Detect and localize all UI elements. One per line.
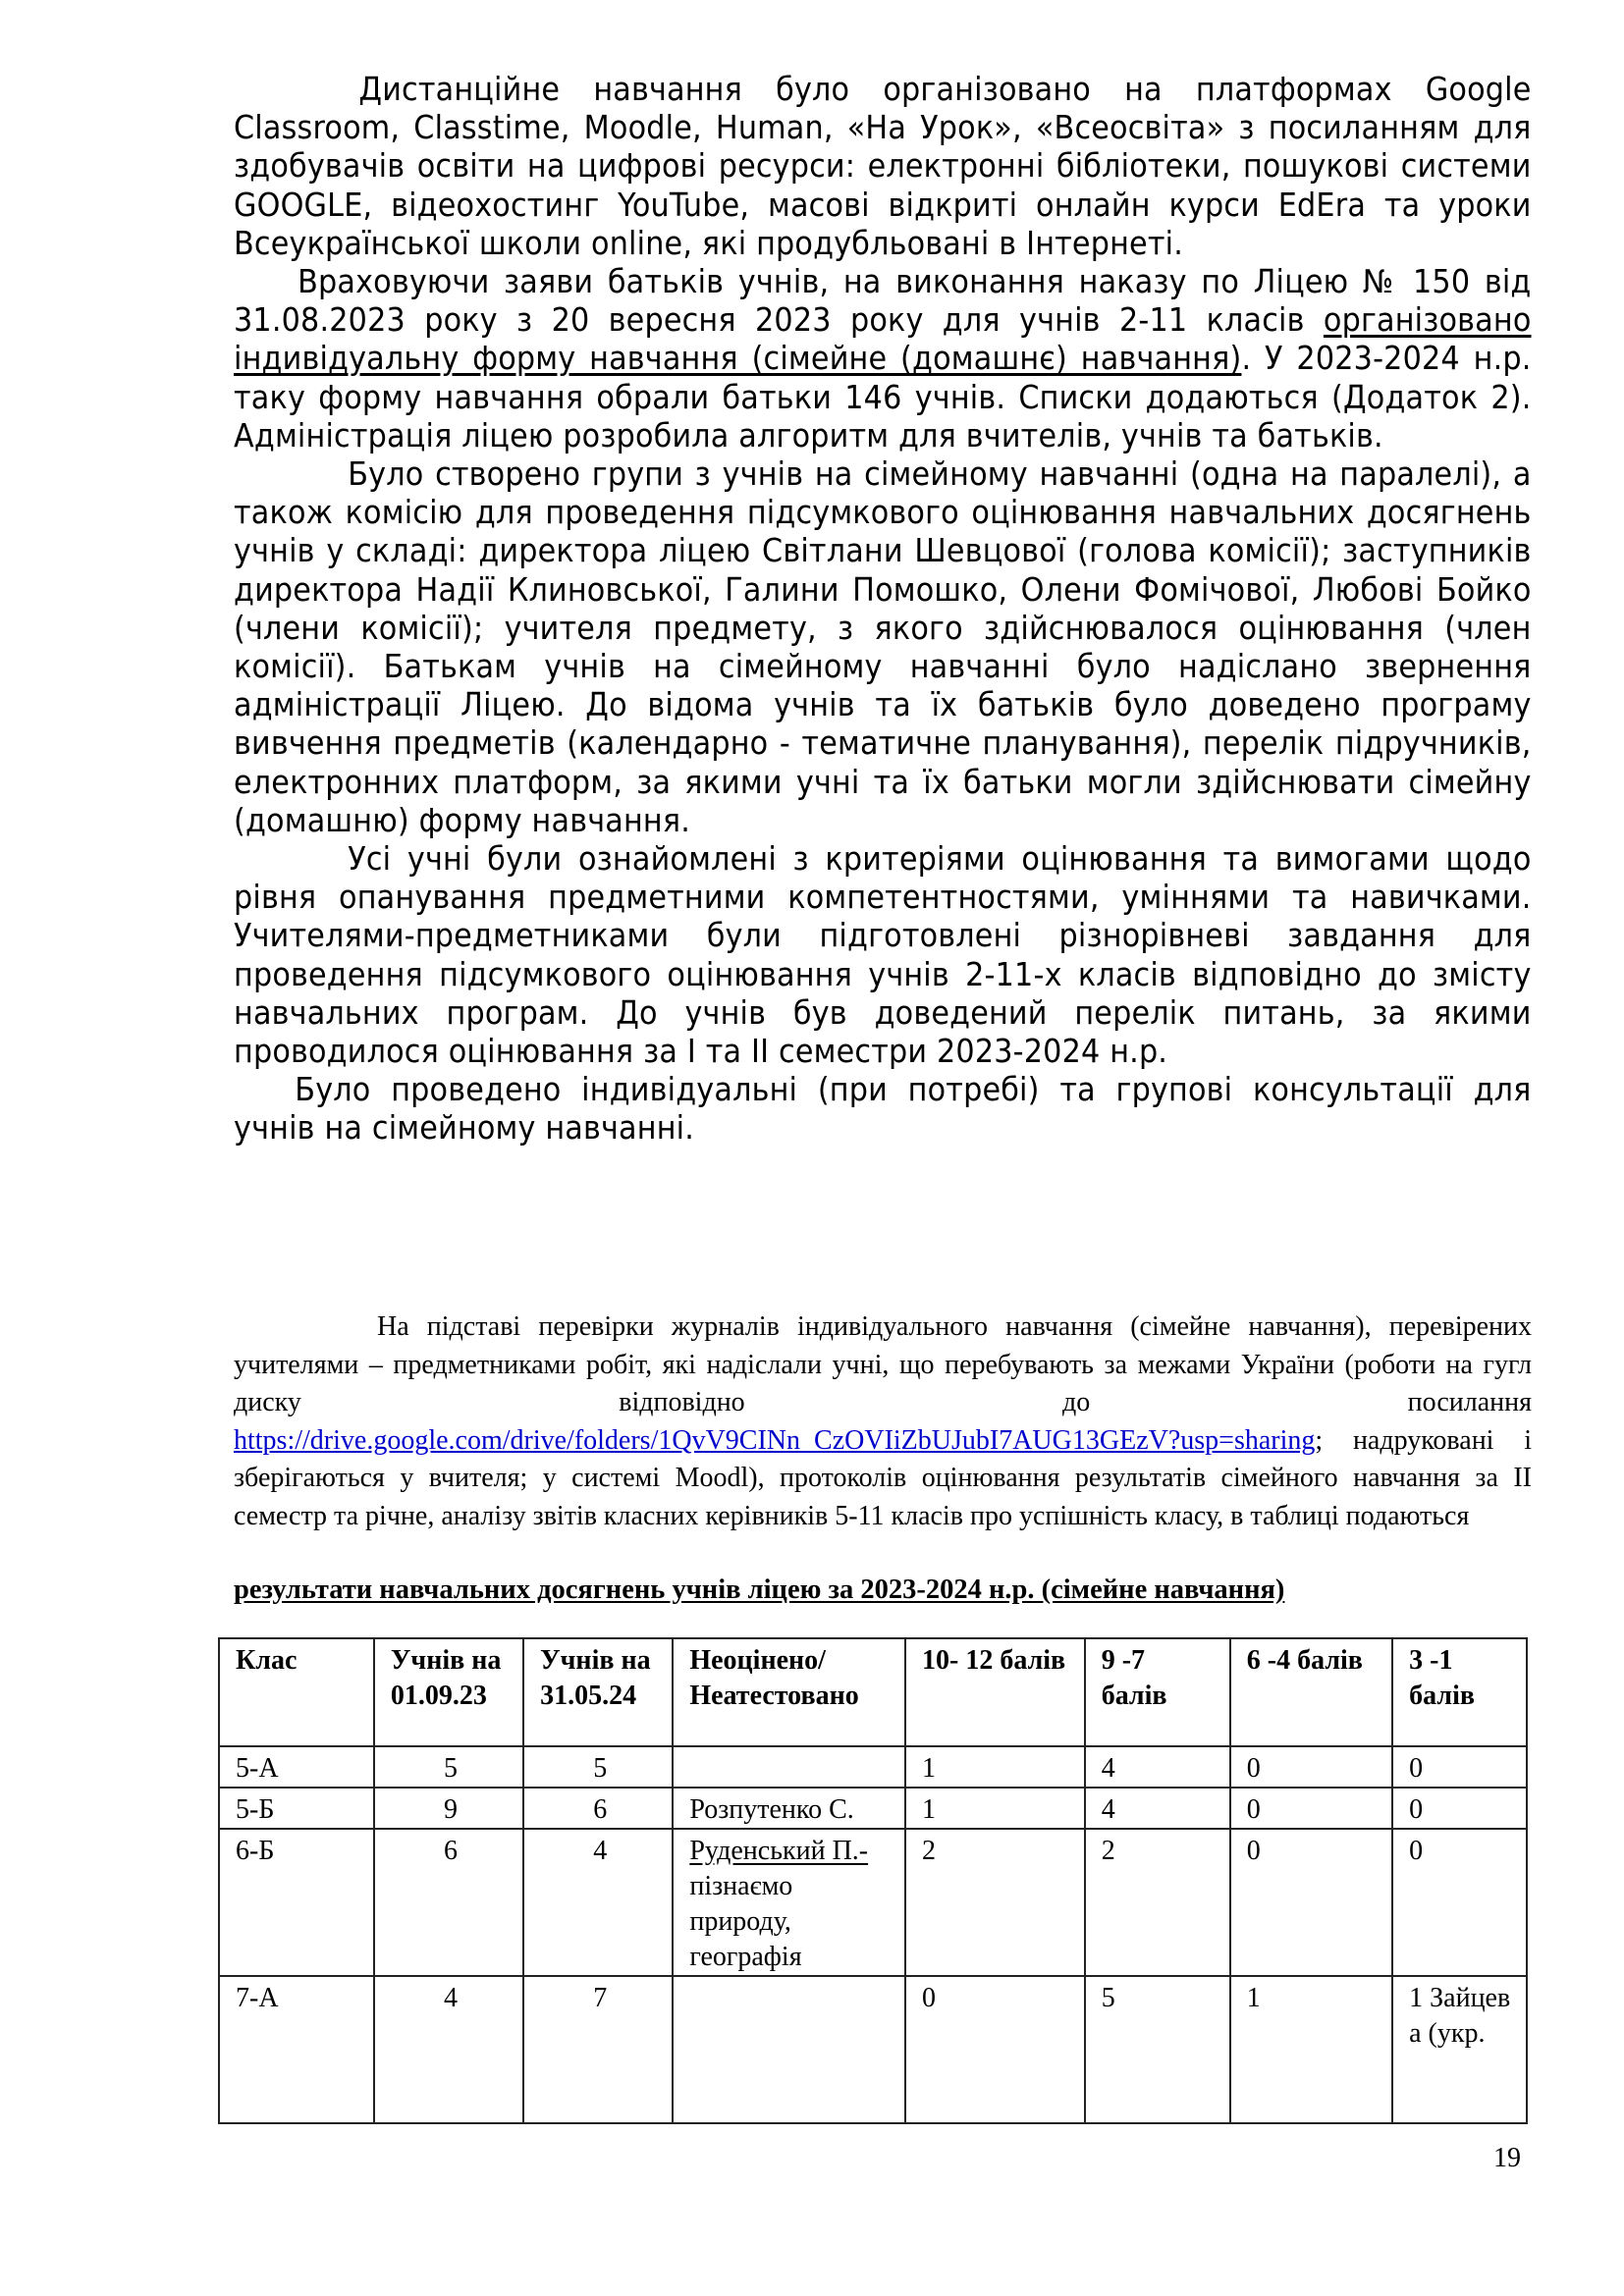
paragraph-groups-commission: Було створено групи з учнів на сімейному навчанні (одна на паралелі), а також комісію для проведення підсумкового оцінювання навчальних досягнень учнів у складі: директора ліцею Світлани Шевцової (голова комісії); заступників директора Надії Клиновської, Галини Помошко, Олени Фомічової, Любові Бойко (члени комісії); учителя предмету, з якого здійснювалося оцінювання (член комісії). Батькам учнів на сімейному навчанні було надіслано звернення адміністрації Ліцею. До відома учнів та їх батьків було доведено програму вивчення предметів (календарно - тематичне планування), перелік підручників, електронних платформ, за якими учні та їх батьки могли здійснювати сімейну (домашню) форму навчання. <box>234 455 1532 839</box>
paragraph-consultations: Було проведено індивідуальні (при потребі) та групові консультації для учнів на сімейному навчанні. <box>234 1071 1532 1148</box>
header-grade-9-7: 9 -7 балів <box>1085 1638 1230 1746</box>
cell-grade-3-1: 0 <box>1392 1788 1527 1829</box>
table-row <box>219 1829 1527 1976</box>
cell-grade-3-1: 0 <box>1392 1746 1527 1788</box>
cell-class: 5-Б <box>219 1788 374 1829</box>
paragraph-text: Враховуючи заяви батьків учнів, на виконання наказу по Ліцею № 150 від 31.08.2023 року з 20 вересня 2023 року для учнів 2-11 класів <box>234 263 1532 340</box>
table-header-row <box>219 1638 1527 1746</box>
cell-grade-6-4: 1 <box>1230 1976 1392 2123</box>
google-drive-link[interactable]: https://drive.google.com/drive/folders/1QvV9CINn_CzOVIiZbUJubI7AUG13GEzV?usp=sharing <box>234 1424 1316 1456</box>
paragraph-basis <box>234 1308 1532 1535</box>
cell-grade-9-7: 2 <box>1085 1829 1230 1976</box>
cell-students-start: 9 <box>374 1788 523 1829</box>
cell-grade-6-4: 0 <box>1230 1746 1392 1788</box>
paragraph-individual-form <box>234 263 1532 455</box>
header-not-assessed: Неоцінено/ Неатестовано <box>673 1638 905 1746</box>
cell-students-end: 5 <box>523 1746 673 1788</box>
header-students-start: Учнів на 01.09.23 <box>374 1638 523 1746</box>
student-name: Руденський П.- <box>689 1836 869 1866</box>
header-grade-10-12: 10- 12 балів <box>905 1638 1085 1746</box>
paragraph-distance-learning: Дистанційне навчання було організовано на платформах Google Classroom, Classtime, Moodle, Human, «На Урок», «Всеосвіта» з посиланням для здобувачів освіти на цифрові ресурси: електронні бібліотеки, пошукові системи GOOGLE, відеохостинг YouTube, масові відкриті онлайн курси EdEra та уроки Всеукраїнської школи online, які продубльовані в Інтернеті. <box>234 71 1532 262</box>
paragraph-text: ; надруковані і зберігаються у вчителя; у системі Moodl), протоколів оцінювання результатів сімейного навчання за ІІ семестр та річне, аналізу звітів класних керівників 5-11 класів про успішність класу, в таблиці подаються <box>234 1424 1532 1531</box>
results-table <box>218 1637 1528 2124</box>
paragraph-criteria: Усі учні були ознайомлені з критеріями оцінювання та вимогами щодо рівня опанування предметними компетентностями, уміннями та навичками. Учителями-предметниками були підготовлені різнорівневі завдання для проведення підсумкового оцінювання учнів 2-11-х класів відповідно до змісту навчальних програм. До учнів був доведений перелік питань, за якими проводилося оцінювання за І та ІІ семестри 2023-2024 н.р. <box>234 840 1532 1071</box>
table-title: результати навчальних досягнень учнів ліцею за 2023-2024 н.р. (сімейне навчання) <box>234 1575 1285 1605</box>
cell-grade-9-7: 5 <box>1085 1976 1230 2123</box>
table-row <box>219 1976 1527 2123</box>
cell-grade-10-12: 0 <box>905 1976 1085 2123</box>
cell-students-end: 7 <box>523 1976 673 2123</box>
header-grade-3-1: 3 -1 балів <box>1392 1638 1527 1746</box>
header-grade-6-4: 6 -4 балів <box>1230 1638 1392 1746</box>
body-text-sans <box>234 71 1532 1148</box>
cell-not-assessed: Розпутенко С. <box>673 1788 905 1829</box>
cell-not-assessed <box>673 1829 905 1976</box>
cell-grade-10-12: 2 <box>905 1829 1085 1976</box>
table-row <box>219 1746 1527 1788</box>
cell-students-start: 6 <box>374 1829 523 1976</box>
subjects: пізнаємо природу, географія <box>689 1871 802 1972</box>
cell-not-assessed <box>673 1746 905 1788</box>
cell-not-assessed <box>673 1976 905 2123</box>
cell-grade-9-7: 4 <box>1085 1746 1230 1788</box>
cell-grade-3-1: 0 <box>1392 1829 1527 1976</box>
cell-grade-3-1: 1 Зайцев а (укр. <box>1392 1976 1527 2123</box>
cell-students-end: 4 <box>523 1829 673 1976</box>
cell-class: 7-А <box>219 1976 374 2123</box>
cell-grade-6-4: 0 <box>1230 1829 1392 1976</box>
cell-students-start: 5 <box>374 1746 523 1788</box>
body-text-serif <box>234 1308 1532 1535</box>
header-students-end: Учнів на 31.05.24 <box>523 1638 673 1746</box>
header-class: Клас <box>219 1638 374 1746</box>
cell-students-end: 6 <box>523 1788 673 1829</box>
paragraph-text: На підставі перевірки журналів індивідуального навчання (сімейне навчання), перевірених учителями – предметниками робіт, які надіслали учні, що перебувають за межами України (роботи на гугл диску відповідно до посилання <box>234 1311 1532 1417</box>
cell-grade-6-4: 0 <box>1230 1788 1392 1829</box>
cell-grade-9-7: 4 <box>1085 1788 1230 1829</box>
table-row <box>219 1788 1527 1829</box>
cell-grade-10-12: 1 <box>905 1746 1085 1788</box>
cell-grade-10-12: 1 <box>905 1788 1085 1829</box>
paragraph-text: . У 2023-2024 н.р. таку форму навчання обрали батьки 146 учнів. Списки додаються (Додаток 2). Адміністрація ліцею розробила алгоритм для вчителів, учнів та батьків. <box>234 340 1532 454</box>
cell-students-start: 4 <box>374 1976 523 2123</box>
underlined-phrase: організовано індивідуальну форму навчання (сімейне (домашнє) навчання) <box>234 301 1532 378</box>
cell-class: 6-Б <box>219 1829 374 1976</box>
cell-class: 5-А <box>219 1746 374 1788</box>
page-number: 19 <box>1493 2143 1521 2173</box>
